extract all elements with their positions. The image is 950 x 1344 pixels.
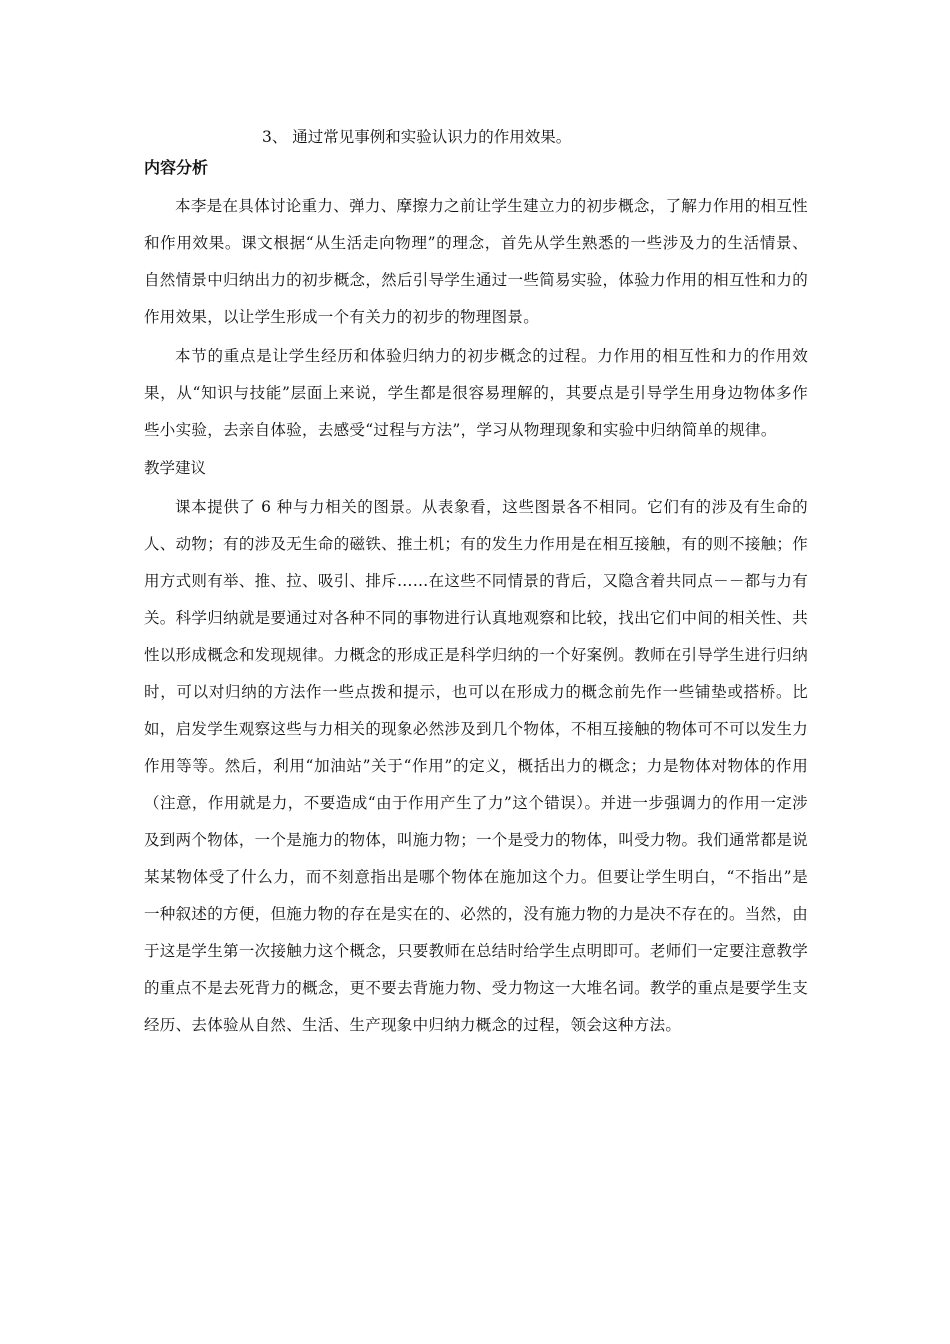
objective-item-3: 3、 通过常见事例和实验认识力的作用效果。: [262, 128, 572, 146]
section-heading-teaching-suggestions: 教学建议: [144, 459, 207, 477]
document-body: [144, 124, 808, 1044]
content-analysis-paragraph-1: 本李是在具体讨论重力、弹力、摩擦力之前让学生建立力的初步概念，了解力作用的相互性和作用效果。课文根据“从生活走向物理”的理念，首先从学生熟悉的一些涉及力的生活情景、自然情景中归纳出力的初步概念，然后引导学生通过一些简易实验，体验力作用的相互性和力的作用效果，以让学生形成一个有关力的初步的物理图景。: [144, 197, 808, 326]
section-heading-content-analysis: 内容分析: [144, 158, 209, 177]
content-analysis-paragraph-2: 本节的重点是让学生经历和体验归纳力的初步概念的过程。力作用的相互性和力的作用效果，从“知识与技能”层面上来说，学生都是很容易理解的，其要点是引导学生用身边物体多作些小实验，去亲自体验，去感受“过程与方法”，学习从物理现象和实验中归纳简单的规律。: [144, 347, 808, 439]
teaching-suggestions-paragraph-1: 课本提供了 6 种与力相关的图景。从表象看，这些图景各不相同。它们有的涉及有生命的人、动物；有的涉及无生命的磁铁、推土机；有的发生力作用是在相互接触，有的则不接触；作用方式则有举、推、拉、吸引、排斥……在这些不同情景的背后，又隐含着共同点－－都与力有关。科学归纳就是要通过对各种不同的事物进行认真地观察和比较，找出它们中间的相关性、共性以形成概念和发现规律。力概念的形成正是科学归纳的一个好案例。教师在引导学生进行归纳时，可以对归纳的方法作一些点拨和提示，也可以在形成力的概念前先作一些铺垫或搭桥。比如，启发学生观察这些与力相关的现象必然涉及到几个物体，不相互接触的物体可不可以发生力作用等等。然后，利用“加油站”关于“作用”的定义，概括出力的概念；力是物体对物体的作用（注意，作用就是力，不要造成“由于作用产生了力”这个错误）。并进一步强调力的作用一定涉及到两个物体，一个是施力的物体，叫施力物；一个是受力的物体，叫受力物。我们通常都是说某某物体受了什么力，而不刻意指出是哪个物体在施加这个力。但要让学生明白，“不指出”是一种叙述的方便，但施力物的存在是实在的、必然的，没有施力物的力是决不存在的。当然，由于这是学生第一次接触力这个概念，只要教师在总结时给学生点明即可。老师们一定要注意教学的重点不是去死背力的概念，更不要去背施力物、受力物这一大堆名词。教学的重点是要学生支经历、去体验从自然、生活、生产现象中归纳力概念的过程，领会这种方法。: [144, 498, 808, 1034]
